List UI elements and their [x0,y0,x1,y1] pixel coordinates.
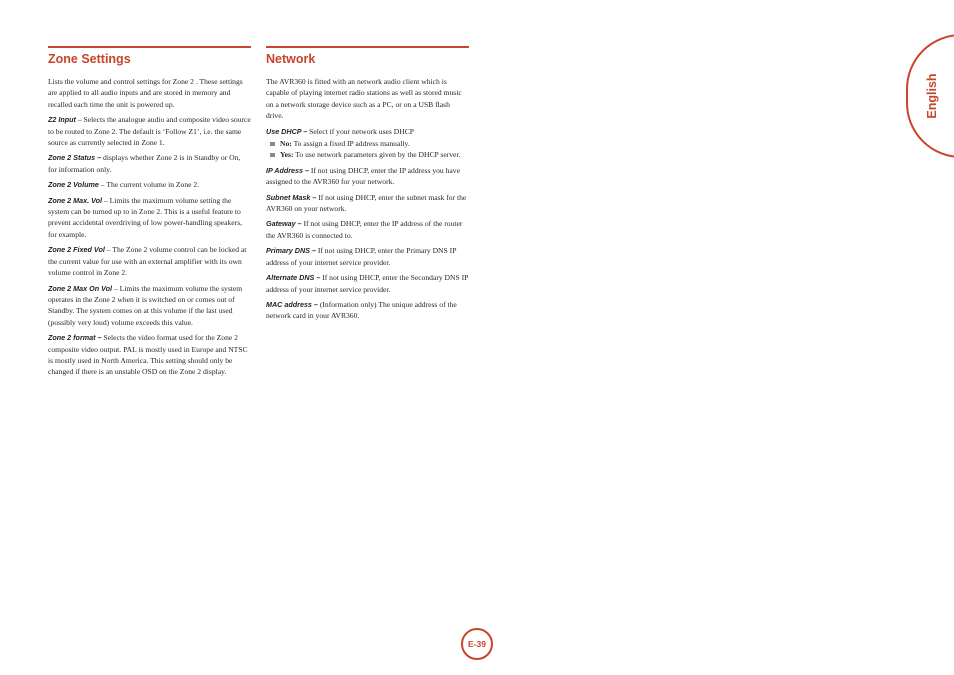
setting-desc: – The Zone 2 volume control can be locked at the current value for use with an external amplifier with its own volume control in Zone 2. [48,245,247,278]
setting-item [48,152,251,175]
setting-term: IP Address – [266,165,310,175]
setting-term: Zone 2 Max. Vol [48,195,103,205]
zone-settings-intro: Lists the volume and control settings for Zone 2 . These settings are applied to all audio inputs and are stored in memory and recalled each time the unit is powered up. [48,77,243,109]
zone-settings-heading: Zone Settings [48,52,131,66]
network-section [266,46,469,326]
setting-desc: If not using DHCP, enter the Primary DNS IP address of your internet service provider. [266,246,457,267]
option-desc: To use network parameters given by the DHCP server. [293,150,461,160]
list-item [266,149,469,160]
setting-desc: If not using DHCP, enter the IP address you have assigned to the AVR360 for your network. [266,165,460,187]
setting-desc: If not using DHCP, enter the IP address of the router the AVR360 is connected to. [266,219,463,240]
setting-term: Zone 2 Volume [48,180,99,190]
section-rule [266,46,469,48]
setting-term: Gateway – [266,219,302,229]
setting-term: Zone 2 Fixed Vol [48,245,105,255]
setting-item [266,245,469,268]
setting-desc: Selects the video format used for the Zone 2 composite video output. PAL is mostly used in Europe and NTSC is mostly used in North America. This setting should only be changed if there is an unstable OSD on the Zone 2 display. [48,333,248,377]
setting-item [266,272,469,295]
setting-item [48,332,251,378]
option-label: Yes: [280,150,294,160]
setting-desc: (Information only) The unique address of the network card in your AVR360. [266,299,457,321]
square-bullet-icon [270,142,275,147]
setting-desc: displays whether Zone 2 is in Standby or On, for information only. [48,153,241,174]
setting-desc: – Limits the maximum volume setting the system can be turned up to in Zone 2. This is a useful feature to prevent accidental overdriving of low power-handling speakers, for example. [48,195,243,239]
list-item [266,138,469,149]
page-number-badge [461,628,493,660]
network-intro: The AVR360 is fitted with an network audio client which is capable of playing internet radio stations as well as stored music on a network storage device such as a PC, or on a USB flash drive. [266,77,462,121]
section-rule [48,46,251,48]
setting-item [48,179,251,190]
setting-term: Zone 2 Status – [48,153,102,163]
setting-term: Zone 2 format – [48,333,102,343]
network-heading: Network [266,52,316,66]
setting-item [266,192,469,215]
setting-term: Use DHCP – [266,126,308,136]
setting-item [48,283,251,329]
setting-desc: – The current volume in Zone 2. [98,180,200,190]
zone-settings-section [48,46,251,382]
dhcp-options-list [266,138,469,161]
language-tab-label: English [925,73,939,119]
setting-term: Z2 Input [48,115,76,125]
setting-item [266,299,469,322]
setting-term: Alternate DNS – [266,273,321,283]
setting-item [48,114,251,148]
square-bullet-icon [270,153,275,158]
option-label: No: [280,139,292,149]
setting-desc: If not using DHCP, enter the subnet mask for the AVR360 on your network. [266,192,467,214]
setting-item [266,218,469,241]
setting-term: Primary DNS – [266,246,316,256]
setting-term: MAC address – [266,299,318,309]
setting-term: Subnet Mask – [266,192,317,202]
setting-term: Zone 2 Max On Vol [48,283,113,293]
setting-item [266,165,469,188]
setting-item [48,195,251,241]
setting-item [266,126,469,137]
setting-desc: – Selects the analogue audio and composite video source to be routed to Zone 2. The default is ‘Follow Z1’, i.e. the same source as currently selected in Zone 1. [48,115,251,148]
page-number: E-39 [468,639,486,649]
setting-desc: – Limits the maximum volume the system operates in the Zone 2 when it is switched on or comes out of Standby. The system comes on at this volume if the last used (possibly very loud) volume exceeds this value. [48,283,243,327]
setting-desc: Select if your network uses DHCP [307,126,415,136]
option-desc: To assign a fixed IP address manually. [291,139,410,149]
setting-item [48,244,251,278]
setting-desc: If not using DHCP, enter the Secondary DNS IP address of your internet service provider. [266,273,469,294]
